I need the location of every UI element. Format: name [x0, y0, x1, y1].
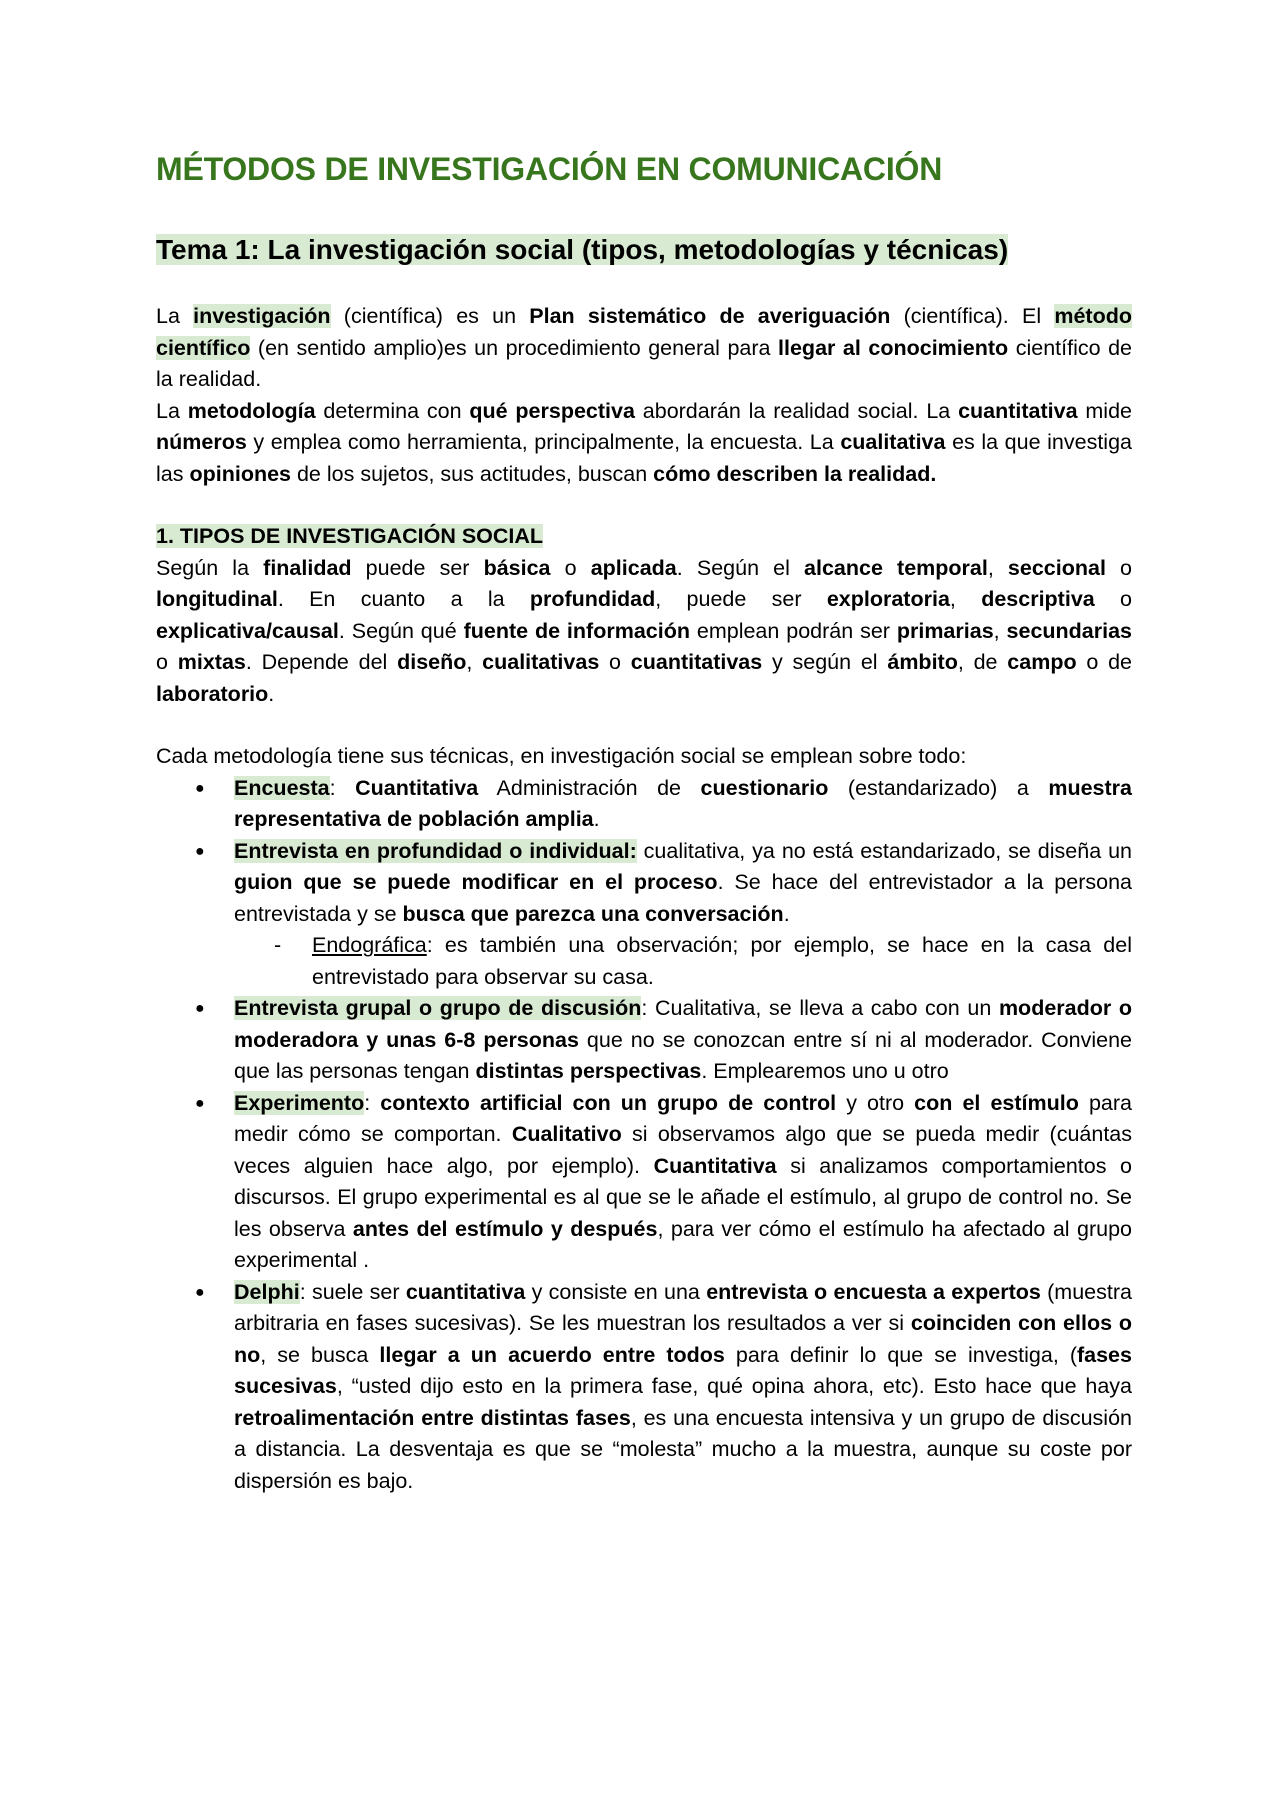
bold-term: mixtas — [177, 650, 246, 675]
text-run: emplean podrán ser — [689, 618, 897, 643]
text-run: . Según qué — [338, 618, 464, 643]
bold-term: laboratorio — [156, 681, 269, 706]
bold-term: alcance temporal — [804, 555, 988, 580]
list-item-grupal — [234, 993, 1132, 1088]
text-run: (muestra arbitraria en fases sucesivas). Se les muestran los resultados a ver si — [234, 1279, 1132, 1336]
text-run: o — [1105, 555, 1132, 580]
text-run: : es también una observación; por ejemplo, se hace en la casa del entrevistado para observar su casa. — [312, 933, 1132, 989]
methodology-paragraph — [156, 396, 1132, 491]
text-run: cualitativa, ya no está estandarizado, se diseña un — [636, 838, 1132, 863]
text-run: y emplea como herramienta, principalmente, la encuesta. La — [246, 430, 841, 455]
highlighted-term: Entrevista en profundidad o individual: — [234, 838, 637, 863]
list-item-experimento — [234, 1088, 1132, 1277]
text-run: , se busca — [260, 1342, 380, 1367]
bold-term: guion que se puede modificar en el proceso — [234, 870, 718, 895]
list-item-entrevista — [234, 836, 1132, 994]
bold-term: descriptiva — [981, 587, 1095, 612]
bold-term: cuantitativa — [958, 398, 1078, 423]
highlighted-term: método científico — [156, 304, 1132, 360]
text-run: Según la — [156, 555, 264, 580]
text-run: si analizamos comportamientos o discursos. El grupo experimental es al que se le añade el estímulo, al grupo de control no. Se les observa — [234, 1153, 1132, 1241]
text-run: , puede ser — [655, 587, 827, 612]
text-run: (científica). El — [890, 304, 1055, 329]
text-run: o de — [1076, 650, 1133, 675]
underlined-term: Endográfica — [312, 933, 427, 958]
text-run: , — [987, 555, 1008, 580]
text-run: : suele ser — [299, 1279, 406, 1304]
text-run: , — [993, 618, 1007, 643]
text-run: y otro — [836, 1090, 915, 1115]
bold-term: distintas perspectivas — [475, 1059, 702, 1084]
text-run: puede ser — [351, 555, 484, 580]
bold-term: fases sucesivas — [234, 1342, 1132, 1399]
text-run: y consiste en una — [525, 1279, 707, 1304]
bold-term: campo — [1007, 650, 1077, 675]
text-run: (estandarizado) a — [828, 775, 1049, 800]
text-run: o — [1094, 587, 1133, 612]
topic-title — [156, 232, 1132, 267]
list-item-encuesta — [234, 773, 1132, 836]
text-run: , “usted dijo esto en la primera fase, qué opina ahora, etc). Esto hace que haya — [336, 1374, 1132, 1399]
bold-term: seccional — [1007, 555, 1106, 580]
highlighted-term: Encuesta — [234, 775, 330, 800]
bold-term: contexto artificial con un grupo de control — [380, 1090, 837, 1115]
bold-term: primarias — [896, 618, 994, 643]
bold-term: qué perspectiva — [469, 398, 635, 423]
bold-term: Plan sistemático de averiguación — [529, 304, 891, 329]
list-item-delphi — [234, 1277, 1132, 1498]
text-run: determina con — [315, 398, 470, 423]
highlighted-term: investigación — [193, 304, 331, 329]
text-run: : — [329, 775, 356, 800]
text-run: . — [593, 807, 600, 832]
text-run: o — [550, 555, 591, 580]
text-run: , — [466, 650, 483, 675]
document-page — [156, 150, 1132, 1497]
bold-term: muestra representativa de población amplia — [234, 775, 1132, 832]
bold-term: Cuantitativa — [355, 775, 479, 800]
intro-section — [156, 301, 1132, 490]
bold-term: básica — [483, 555, 551, 580]
text-run: (científica) es un — [330, 304, 530, 329]
bold-term: cuestionario — [700, 775, 829, 800]
bold-term: aplicada — [590, 555, 677, 580]
text-run: : Cualitativa, se lleva a cabo con un — [641, 996, 999, 1021]
bold-term: retroalimentación entre distintas fases — [234, 1405, 631, 1430]
text-run: para medir cómo se comportan. — [234, 1090, 1132, 1147]
document-title: MÉTODOS DE INVESTIGACIÓN EN COMUNICACIÓN — [156, 151, 943, 187]
text-run: o — [156, 650, 178, 675]
bold-term: antes del estímulo y después — [352, 1216, 658, 1241]
bold-term: exploratoria — [826, 587, 950, 612]
text-run: , de — [957, 650, 1008, 675]
highlighted-term: Delphi — [234, 1279, 300, 1304]
bold-term: Cuantitativa — [653, 1153, 777, 1178]
text-run: . Se hace del entrevistador a la persona entrevistada y se — [234, 870, 1132, 926]
intro-paragraph — [156, 301, 1132, 396]
text-run: , — [949, 587, 982, 612]
text-run: para definir lo que se investiga, ( — [724, 1342, 1077, 1367]
text-run: científico de la realidad. — [156, 335, 1133, 392]
bold-term: diseño — [397, 650, 467, 675]
text-run: si observamos algo que se pueda medir (cuántas veces alguien hace algo, por ejemplo). — [234, 1122, 1132, 1178]
bold-term: llegar a un acuerdo entre todos — [379, 1342, 725, 1367]
bold-term: opiniones — [189, 461, 291, 486]
bold-term: profundidad — [529, 587, 656, 612]
text-run: de los sujetos, sus actitudes, buscan — [291, 461, 654, 486]
bold-term: cualitativa — [840, 430, 946, 455]
text-run: . En cuanto a la — [277, 587, 530, 612]
bold-term: con el estímulo — [914, 1090, 1079, 1115]
section-heading-types — [156, 521, 1132, 553]
bold-term: ámbito — [887, 650, 958, 675]
text-run: Administración de — [478, 775, 701, 800]
text-run: . — [268, 681, 275, 706]
bold-term: llegar al conocimiento — [778, 335, 1009, 360]
section-heading-text: 1. TIPOS DE INVESTIGACIÓN SOCIAL — [156, 524, 544, 549]
topic-title-text: Tema 1: La investigación social (tipos, metodologías y técnicas) — [156, 234, 1009, 266]
types-paragraph — [156, 553, 1132, 711]
bold-term: longitudinal — [156, 587, 278, 612]
text-run: . Emplearemos uno u otro — [701, 1059, 949, 1084]
bold-term: metodología — [187, 398, 316, 423]
sub-list — [234, 930, 1132, 993]
bold-term: Cualitativo — [511, 1122, 622, 1147]
text-run: y según el — [762, 650, 888, 675]
text-run: . — [783, 901, 790, 926]
bold-term: cómo describen la realidad. — [653, 461, 937, 486]
bold-term: cuantitativa — [405, 1279, 526, 1304]
bold-term: cuantitativas — [630, 650, 763, 675]
bold-term: fuente de información — [463, 618, 690, 643]
highlighted-term: Experimento — [234, 1090, 365, 1115]
text-run: que no se conozcan entre sí ni al moderador. Conviene que las personas tengan — [234, 1027, 1132, 1084]
bold-term: finalidad — [263, 555, 352, 580]
text-run: , es una encuesta intensiva y un grupo de discusión a distancia. La desventaja es que se “molesta” mucho a la muestra, aunque su coste por dispersión es bajo. — [234, 1405, 1132, 1493]
techniques-list — [156, 773, 1132, 1498]
text-run: , para ver cómo el estímulo ha afectado al grupo experimental . — [234, 1216, 1132, 1273]
text-run: La — [156, 398, 188, 423]
bold-term: explicativa/causal — [156, 618, 339, 643]
bold-term: entrevista o encuesta a expertos — [706, 1279, 1041, 1304]
bold-term: coinciden con ellos o no — [234, 1311, 1132, 1367]
text-run: es la que investiga las — [156, 430, 1132, 486]
text-run: . Según el — [676, 555, 805, 580]
text-run: : — [364, 1090, 381, 1115]
highlighted-term: Entrevista grupal o grupo de discusión — [234, 996, 642, 1021]
bold-term: cualitativas — [482, 650, 600, 675]
bold-term: números — [156, 430, 247, 455]
techniques-intro: Cada metodología tiene sus técnicas, en investigación social se emplean sobre todo: — [156, 744, 967, 769]
bold-term: busca que parezca una conversación — [402, 901, 784, 926]
bold-term: secundarias — [1006, 618, 1133, 643]
text-run: o — [599, 650, 631, 675]
text-run: (en sentido amplio)es un procedimiento general para — [250, 335, 779, 360]
text-run: La — [156, 304, 194, 329]
text-run: mide — [1077, 398, 1132, 423]
sub-list-item-endografica — [312, 930, 1132, 993]
bold-term: moderador o moderadora y unas 6-8 personas — [234, 996, 1133, 1052]
text-run: . Depende del — [245, 650, 398, 675]
text-run: abordarán la realidad social. La — [634, 398, 959, 423]
